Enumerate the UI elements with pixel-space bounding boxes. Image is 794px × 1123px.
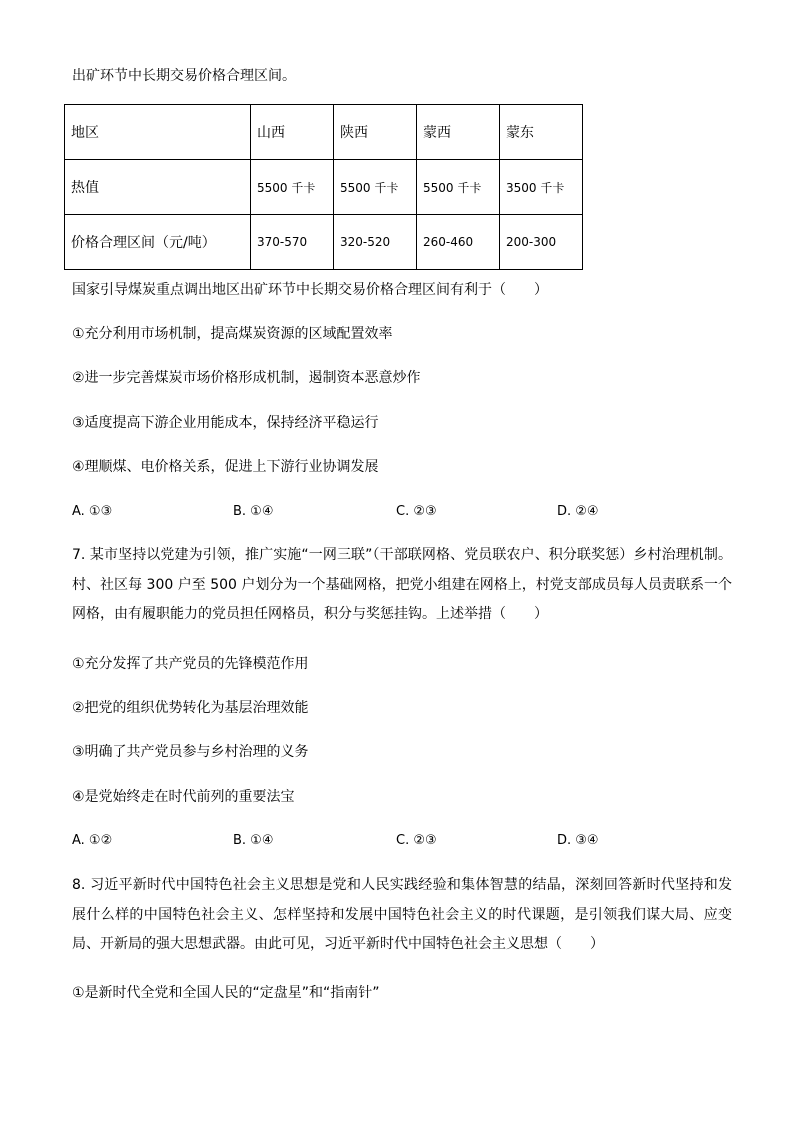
- table-cell: 260-460: [417, 215, 500, 270]
- q7-stem: 7. 某市坚持以党建为引领，推广实施“一网三联”（干部联网格、党员联农户、积分联奖惩）乡村治理机制。村、社区每 300 户至 500 户划分为一个基础网格，把党小组建在网格上，村党支部成员每人员责联系一个网格，由有履职能力的党员担任网格员，积分与奖惩挂钩。上述举措（ ）: [72, 547, 732, 622]
- q6-option-c: C. ②③: [396, 504, 437, 519]
- q7-option-c: C. ②③: [396, 833, 437, 848]
- q7-item-2: ②把党的组织优势转化为基层治理效能: [72, 700, 309, 716]
- q7-option-b: B. ①④: [233, 833, 274, 848]
- header-cell: 地区: [65, 105, 251, 160]
- table-cell: 320-520: [334, 215, 417, 270]
- table-header-row: [65, 105, 583, 160]
- header-cell: 蒙西: [417, 105, 500, 160]
- intro-line: 出矿环节中长期交易价格合理区间。: [72, 68, 296, 84]
- table-cell: 5500 千卡: [251, 160, 334, 215]
- table-cell: 3500 千卡: [500, 160, 583, 215]
- q7-option-a: A. ①②: [72, 833, 113, 848]
- q6-option-d: D. ②④: [557, 504, 599, 519]
- header-cell: 蒙东: [500, 105, 583, 160]
- table-row: [65, 215, 583, 270]
- table-cell: 5500 千卡: [334, 160, 417, 215]
- table-cell: 5500 千卡: [417, 160, 500, 215]
- q7-item-3: ③明确了共产党员参与乡村治理的义务: [72, 744, 309, 760]
- q6-item-3: ③适度提高下游企业用能成本，保持经济平稳运行: [72, 415, 379, 431]
- q7-item-1: ①充分发挥了共产党员的先锋模范作用: [72, 656, 309, 672]
- q6-item-4: ④理顺煤、电价格关系，促进上下游行业协调发展: [72, 459, 379, 475]
- price-range-table: [64, 104, 583, 270]
- q8-item-1: ①是新时代全党和全国人民的“定盘星”和“指南针”: [72, 985, 380, 1001]
- q6-option-b: B. ①④: [233, 504, 274, 519]
- table-cell: 价格合理区间（元/吨）: [65, 215, 251, 270]
- q6-stem: 国家引导煤炭重点调出地区出矿环节中长期交易价格合理区间有利于（ ）: [72, 282, 548, 298]
- q8-stem: 8. 习近平新时代中国特色社会主义思想是党和人民实践经验和集体智慧的结晶，深刻回答新时代坚持和发展什么样的中国特色社会主义、怎样坚持和发展中国特色社会主义的时代课题，是引领我们谋大局、应变局、开新局的强大思想武器。由此可见，习近平新时代中国特色社会主义思想（ ）: [72, 877, 732, 952]
- header-cell: 陕西: [334, 105, 417, 160]
- q6-item-2: ②进一步完善煤炭市场价格形成机制，遏制资本恶意炒作: [72, 370, 421, 386]
- table-cell: 370-570: [251, 215, 334, 270]
- table-cell: 热值: [65, 160, 251, 215]
- q6-option-a: A. ①③: [72, 504, 113, 519]
- q7-option-d: D. ③④: [557, 833, 599, 848]
- header-cell: 山西: [251, 105, 334, 160]
- q7-item-4: ④是党始终走在时代前列的重要法宝: [72, 789, 295, 805]
- table-cell: 200-300: [500, 215, 583, 270]
- table-row: [65, 160, 583, 215]
- q6-item-1: ①充分利用市场机制，提高煤炭资源的区域配置效率: [72, 326, 393, 342]
